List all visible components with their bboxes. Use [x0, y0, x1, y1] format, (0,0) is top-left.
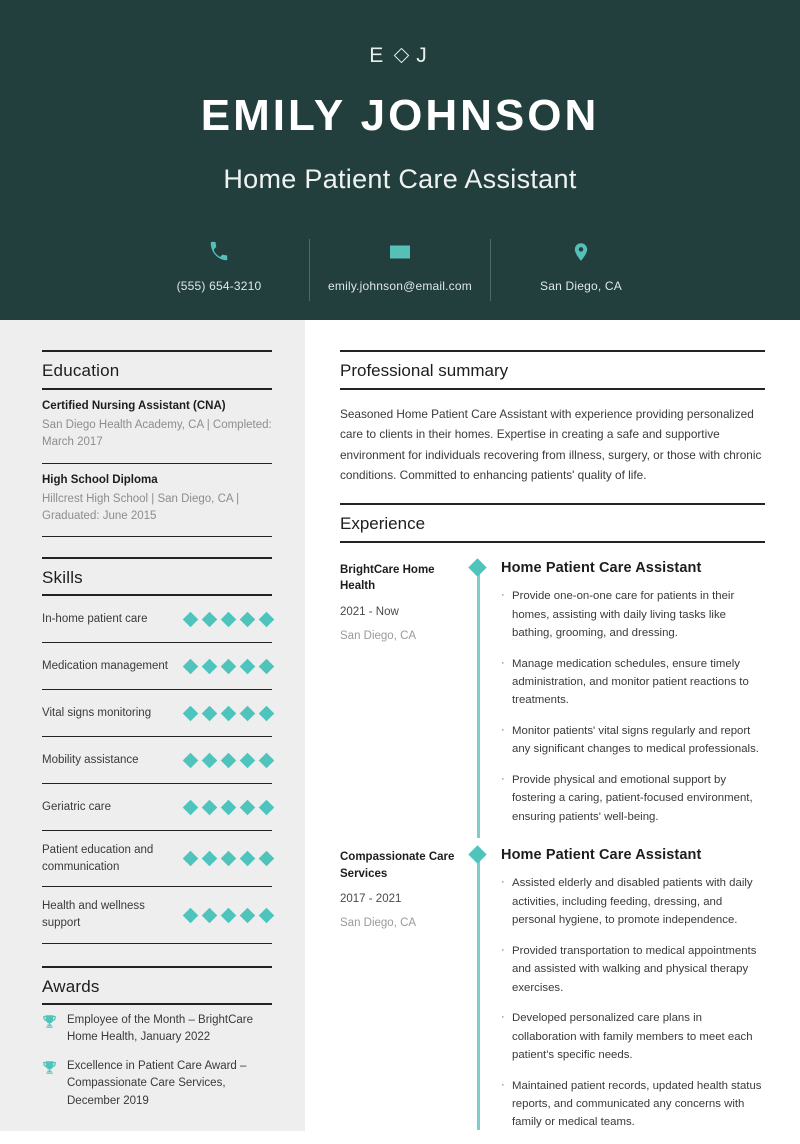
skill-rating	[185, 661, 272, 672]
skill-rating	[185, 910, 272, 921]
skill-rating-diamond	[259, 705, 275, 721]
skill-name: In-home patient care	[42, 612, 148, 625]
bullet-item	[501, 1009, 765, 1064]
bullet-item	[501, 874, 765, 929]
resume-body	[0, 320, 800, 1131]
sidebar	[0, 320, 305, 1131]
skill-row	[42, 831, 272, 887]
skill-rating-diamond	[183, 752, 199, 768]
phone-icon	[208, 237, 230, 267]
skill-row	[42, 737, 272, 784]
experience-bullets	[501, 874, 765, 1132]
skill-rating-diamond	[221, 611, 237, 627]
skill-rating-diamond	[240, 907, 256, 923]
trophy-icon	[42, 1012, 58, 1047]
experience-bullets	[501, 587, 765, 826]
experience-entry	[340, 838, 765, 1144]
skill-rating-diamond	[202, 705, 218, 721]
skill-rating-diamond	[240, 851, 256, 867]
timeline-diamond-marker	[468, 558, 486, 576]
education-degree: Certified Nursing Assistant (CNA)	[42, 400, 226, 412]
experience-details	[491, 551, 765, 838]
bullet-text: Provided transportation to medical appointments and assisted with walking and physical therapy exercises.	[512, 944, 757, 994]
skill-rating-diamond	[221, 907, 237, 923]
skill-rating-diamond	[240, 752, 256, 768]
education-meta: San Diego Health Academy, CA | Completed: March 2017	[42, 419, 272, 449]
bullet-text: Manage medication schedules, ensure timely administration, and monitor patient reactions to treatments.	[512, 657, 749, 707]
award-item	[42, 1051, 272, 1114]
skill-row	[42, 643, 272, 690]
experience-role: Home Patient Care Assistant	[501, 560, 702, 577]
experience-dates: 2017 - 2021	[340, 892, 402, 905]
bullet-marker: ·	[501, 876, 505, 889]
skill-rating-diamond	[202, 611, 218, 627]
bullet-item	[501, 722, 765, 759]
bullet-item	[501, 587, 765, 642]
skill-rating-diamond	[183, 658, 199, 674]
envelope-icon	[388, 237, 412, 267]
skill-row	[42, 887, 272, 943]
location-pin-icon	[571, 237, 591, 267]
skill-rating	[185, 853, 272, 864]
experience-location: San Diego, CA	[340, 629, 417, 642]
experience-meta	[340, 551, 465, 838]
bullet-text: Assisted elderly and disabled patients with daily activities, including feeding, dressing, and personal hygiene, to promote independence.	[512, 877, 753, 927]
education-item	[42, 390, 272, 464]
experience-role: Home Patient Care Assistant	[501, 847, 702, 864]
experience-location: San Diego, CA	[340, 916, 417, 929]
bullet-text: Maintained patient records, updated health status reports, and communicated any concerns with family or medical teams.	[512, 1079, 762, 1129]
experience-heading: Experience	[340, 503, 765, 543]
skill-rating	[185, 708, 272, 719]
bullet-text: Monitor patients' vital signs regularly and report any significant changes to medical professionals.	[512, 724, 759, 756]
trophy-icon	[42, 1058, 58, 1110]
skill-row	[42, 784, 272, 831]
skill-name: Geriatric care	[42, 800, 112, 813]
experience-company: BrightCare Home Health	[340, 564, 435, 593]
contact-location-value: San Diego, CA	[540, 279, 622, 293]
contact-phone[interactable]	[129, 237, 309, 293]
bullet-text: Provide one-on-one care for patients in their homes, assisting with daily living tasks like bathing, grooming, and dressing.	[512, 590, 735, 640]
main-column	[305, 320, 800, 1131]
summary-heading: Professional summary	[340, 350, 765, 390]
skill-row	[42, 596, 272, 643]
bullet-marker: ·	[501, 772, 505, 785]
award-text: Excellence in Patient Care Award – Compassionate Care Services, December 2019	[67, 1059, 247, 1107]
timeline-track	[465, 551, 491, 838]
skill-rating	[185, 802, 272, 813]
contact-bar	[129, 237, 671, 301]
skill-rating-diamond	[240, 658, 256, 674]
monogram	[369, 42, 431, 68]
skill-name: Medication management	[42, 659, 168, 672]
bullet-text: Provide physical and emotional support by fostering a caring, patient-focused environment, ensuring patients' well-being.	[512, 773, 753, 823]
award-text: Employee of the Month – BrightCare Home Health, January 2022	[67, 1013, 254, 1044]
experience-meta	[340, 838, 465, 1144]
bullet-marker: ·	[501, 1011, 505, 1024]
skill-rating-diamond	[202, 658, 218, 674]
awards-heading: Awards	[42, 966, 272, 1005]
bullet-item	[501, 1077, 765, 1132]
contact-phone-value: (555) 654-3210	[176, 279, 262, 293]
timeline-line	[477, 567, 480, 838]
bullet-marker: ·	[501, 1078, 505, 1091]
skill-name: Patient education and communication	[42, 844, 154, 873]
monogram-first-initial: E	[369, 43, 388, 67]
experience-details	[491, 838, 765, 1144]
education-degree: High School Diploma	[42, 473, 158, 486]
skills-heading: Skills	[42, 557, 272, 596]
bullet-item	[501, 942, 765, 997]
skill-name: Health and wellness support	[42, 900, 145, 930]
bullet-item	[501, 655, 765, 710]
skill-rating-diamond	[259, 799, 275, 815]
education-heading: Education	[42, 350, 272, 390]
skill-rating-diamond	[221, 658, 237, 674]
bullet-marker: ·	[501, 723, 505, 736]
skill-rating-diamond	[202, 907, 218, 923]
contact-location[interactable]	[491, 237, 671, 293]
skill-rating	[185, 614, 272, 625]
skill-rating-diamond	[221, 752, 237, 768]
diamond-outline-icon	[394, 47, 410, 63]
bullet-text: Developed personalized care plans in collaboration with family members to meet each patient's specific needs.	[512, 1012, 753, 1062]
skill-rating-diamond	[183, 705, 199, 721]
skill-rating	[185, 755, 272, 766]
skill-name: Vital signs monitoring	[42, 706, 152, 719]
experience-dates: 2021 - Now	[340, 605, 399, 618]
skill-rating-diamond	[259, 907, 275, 923]
resume-header	[0, 0, 800, 320]
skill-rating-diamond	[221, 799, 237, 815]
skill-rating-diamond	[240, 799, 256, 815]
skill-rating-diamond	[202, 851, 218, 867]
skill-rating-diamond	[183, 611, 199, 627]
skill-rating-diamond	[202, 799, 218, 815]
skill-rating-diamond	[259, 851, 275, 867]
skill-rating-diamond	[221, 851, 237, 867]
bullet-item	[501, 771, 765, 826]
skill-name: Mobility assistance	[42, 753, 139, 766]
skill-rating-diamond	[240, 705, 256, 721]
skill-rating-diamond	[259, 752, 275, 768]
monogram-last-initial: J	[416, 43, 431, 67]
experience-entry	[340, 551, 765, 838]
contact-email-value: emily.johnson@email.com	[328, 279, 472, 293]
education-meta: Hillcrest High School | San Diego, CA | Graduated: June 2015	[42, 492, 240, 522]
timeline-track	[465, 838, 491, 1144]
award-item	[42, 1005, 272, 1051]
summary-text: Seasoned Home Patient Care Assistant with experience providing personalized care to clients in their homes. Expertise in creating a safe and supportive environment for individuals recovering from illness, surgery, or those with chronic conditions. Committed to enhancing patients' quality of life.	[340, 407, 762, 482]
skill-rating-diamond	[259, 658, 275, 674]
skill-rating-diamond	[240, 611, 256, 627]
skill-rating-diamond	[221, 705, 237, 721]
timeline-diamond-marker	[468, 846, 486, 864]
skill-rating-diamond	[202, 752, 218, 768]
education-item	[42, 464, 272, 538]
experience-company: Compassionate Care Services	[340, 851, 455, 880]
skill-rating-diamond	[183, 907, 199, 923]
skill-row	[42, 690, 272, 737]
candidate-name: EMILY JOHNSON	[200, 91, 600, 140]
bullet-marker: ·	[501, 943, 505, 956]
skill-rating-diamond	[183, 799, 199, 815]
bullet-marker: ·	[501, 656, 505, 669]
contact-email[interactable]	[310, 237, 490, 293]
bullet-marker: ·	[501, 589, 505, 602]
skill-rating-diamond	[259, 611, 275, 627]
timeline-line	[477, 854, 480, 1130]
skill-rating-diamond	[183, 851, 199, 867]
candidate-job-title: Home Patient Care Assistant	[223, 164, 577, 194]
